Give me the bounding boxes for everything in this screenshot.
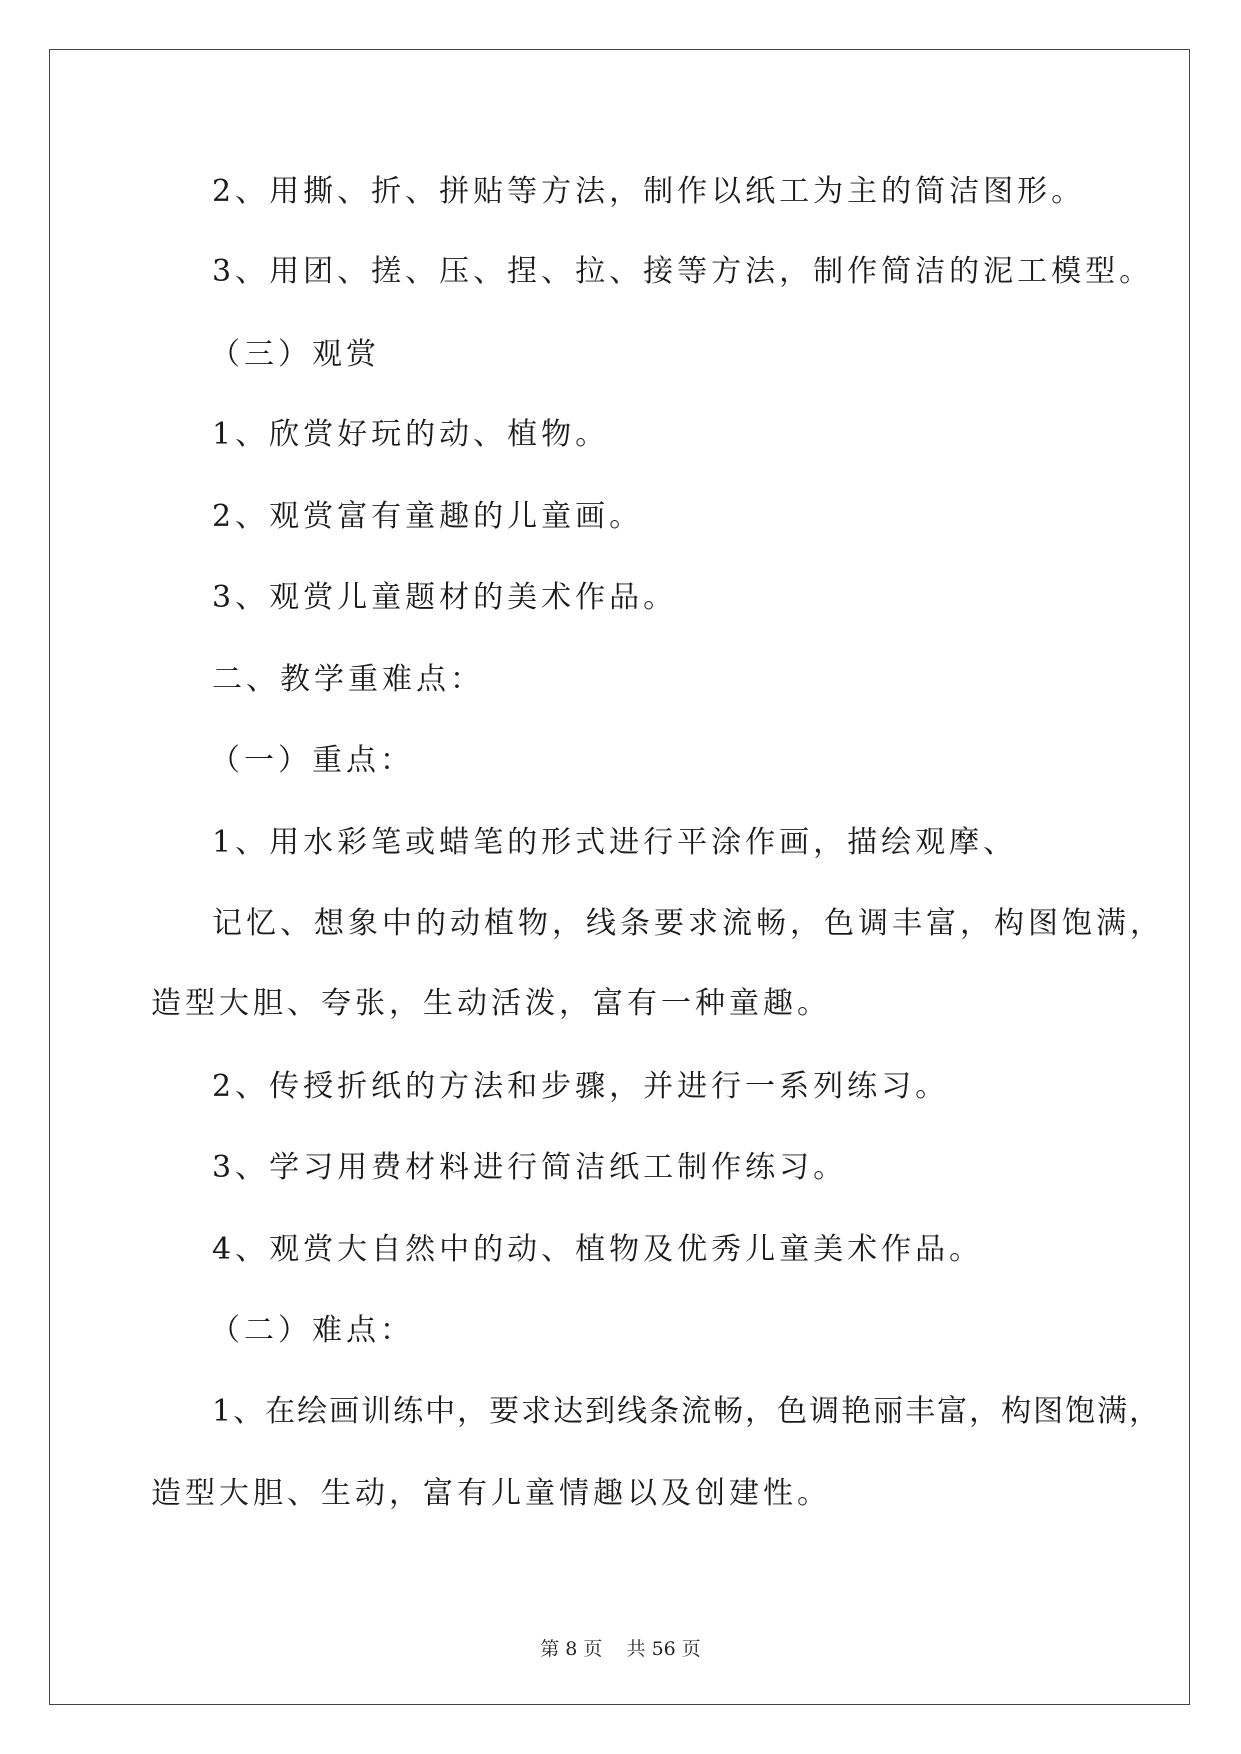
page-footer: [0, 1636, 1241, 1662]
text-line: 2、用撕、折、拼贴等方法，制作以纸工为主的简洁图形。: [212, 174, 1086, 209]
text-line: 记忆、想象中的动植物，线条要求流畅，色调丰富，构图饱满，: [212, 906, 1164, 941]
section-heading: （三）观赏: [210, 337, 380, 372]
text-line: 1、在绘画训练中，要求达到线条流畅，色调艳丽丰富，构图饱满，: [212, 1394, 1162, 1429]
page-border: [49, 49, 1190, 1705]
text-line: 1、用水彩笔或蜡笔的形式进行平涂作画，描绘观摩、: [212, 825, 1018, 860]
section-heading: （一）重点：: [210, 743, 414, 778]
text-line: 造型大胆、生动，富有儿童情趣以及创建性。: [151, 1476, 831, 1511]
text-line: 3、用团、搓、压、捏、拉、接等方法，制作简洁的泥工模型。: [212, 254, 1154, 289]
text-line: 1、欣赏好玩的动、植物。: [212, 417, 610, 452]
page-total: 共 56 页: [626, 1638, 701, 1660]
text-line: 2、传授折纸的方法和步骤，并进行一系列练习。: [212, 1069, 950, 1104]
text-line: 3、观赏儿童题材的美术作品。: [212, 580, 678, 615]
text-line: 造型大胆、夸张，生动活泼，富有一种童趣。: [151, 986, 831, 1021]
text-line: 3、学习用费材料进行简洁纸工制作练习。: [212, 1150, 848, 1185]
page-number: 第 8 页: [540, 1638, 603, 1660]
text-line: 2、观赏富有童趣的儿童画。: [212, 499, 644, 534]
text-line: 4、观赏大自然中的动、植物及优秀儿童美术作品。: [212, 1232, 984, 1267]
section-heading: 二、教学重难点：: [212, 662, 484, 697]
section-heading: （二）难点：: [210, 1313, 414, 1348]
